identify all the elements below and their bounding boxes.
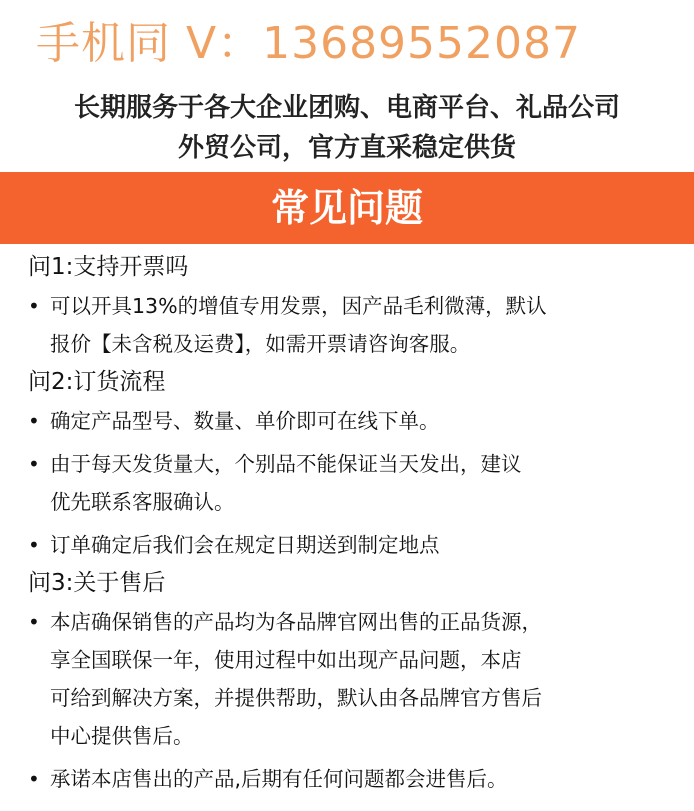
faq-banner [0,172,694,244]
intro-text [0,88,694,168]
question-3: 问3:关于售后 [28,570,166,596]
answer-line: • 确定产品型号、数量、单价即可在线下单。 [50,409,440,433]
question-2: 问2:订货流程 [28,369,166,395]
faq-section [28,248,680,798]
answer-3-2 [28,760,680,798]
answer-3-1 [28,603,680,755]
intro-line-2: 外贸公司，官方直采稳定供货 [177,133,516,163]
contact-phone: 手机同 V：13689552087 [36,18,582,69]
answer-line: 可给到解决方案，并提供帮助，默认由各品牌官方售后 [50,686,542,710]
answer-2-1 [28,402,680,440]
answer-1-1 [28,287,680,363]
answer-line: • 本店确保销售的产品均为各品牌官网出售的正品货源， [50,610,542,634]
answer-line: • 订单确定后我们会在规定日期送到制定地点 [50,533,440,557]
answer-2-3 [28,526,680,564]
answer-line: 优先联系客服确认。 [50,490,235,514]
intro-line-1: 长期服务于各大企业团购、电商平台、礼品公司 [73,93,620,123]
faq-title: 常见问题 [270,186,423,230]
answer-line: 报价【未含税及运费】，如需开票请咨询客服。 [50,332,471,356]
answer-line: 中心提供售后。 [50,724,194,748]
question-1: 问1:支持开票吗 [28,254,189,280]
answer-line: • 由于每天发货量大，个别品不能保证当天发出，建议 [50,452,522,476]
answer-2-2 [28,445,680,521]
answer-line: • 承诺本店售出的产品,后期有任何问题都会进售后。 [50,767,508,791]
answer-line: 享全国联保一年，使用过程中如出现产品问题，本店 [50,648,522,672]
answer-line: • 可以开具13%的增值专用发票，因产品毛利微薄，默认 [50,294,547,318]
